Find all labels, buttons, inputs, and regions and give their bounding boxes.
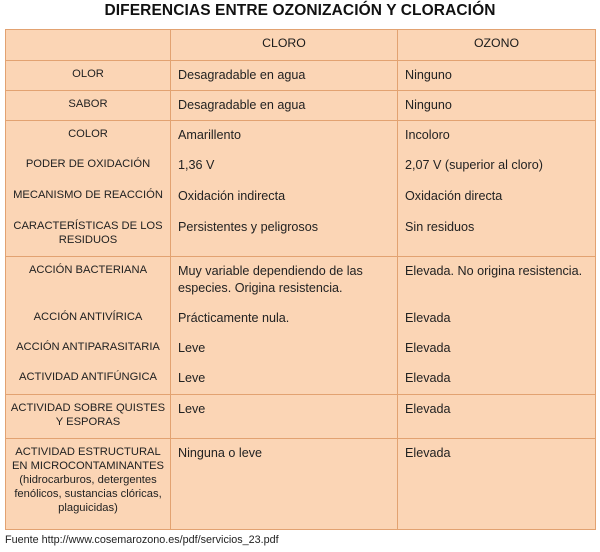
row-property: ACTIVIDAD ESTRUCTURAL EN MICROCONTAMINANTES (hidrocarburos, detergentes fenólicos, sustancias clóricas, plaguicidas)	[6, 439, 171, 530]
table-row	[6, 364, 596, 395]
table-row	[6, 334, 596, 364]
row-chlorine: Desagradable en agua	[171, 91, 398, 121]
table-row	[6, 304, 596, 334]
row-chlorine: 1,36 V	[171, 151, 398, 182]
row-ozone: Elevada	[398, 439, 596, 530]
row-chlorine: Oxidación indirecta	[171, 182, 398, 213]
row-property: ACTIVIDAD SOBRE QUISTES Y ESPORAS	[6, 395, 171, 439]
table-row	[6, 395, 596, 439]
page-title: DIFERENCIAS ENTRE OZONIZACIÓN Y CLORACIÓN	[104, 2, 496, 19]
row-property: ACCIÓN BACTERIANA	[6, 257, 171, 304]
table-row	[6, 151, 596, 182]
row-ozone: Elevada. No origina resistencia.	[398, 257, 596, 304]
row-property: MECANISMO DE REACCIÓN	[6, 182, 171, 213]
row-property: ACCIÓN ANTIPARASITARIA	[6, 334, 171, 364]
row-property: PODER DE OXIDACIÓN	[6, 151, 171, 182]
row-ozone: Elevada	[405, 340, 451, 355]
row-ozone: 2,07 V (superior al cloro)	[405, 157, 543, 172]
row-chlorine: Prácticamente nula.	[171, 304, 398, 334]
row-chlorine: Muy variable dependiendo de las especies. Origina resistencia.	[171, 257, 398, 304]
row-chlorine: Persistentes y peligrosos	[171, 213, 398, 257]
row-chlorine: Ninguna o leve	[171, 439, 398, 530]
row-ozone: Ninguno	[398, 61, 596, 91]
row-chlorine: Amarillento	[171, 121, 398, 151]
table-row	[6, 91, 596, 121]
row-property: COLOR	[6, 121, 171, 151]
table-row	[6, 182, 596, 213]
row-property: CARACTERÍSTICAS DE LOS RESIDUOS	[6, 213, 171, 257]
row-property: ACCIÓN ANTIVÍRICA	[6, 304, 171, 334]
row-ozone: Ninguno	[398, 91, 596, 121]
row-chlorine: Leve	[171, 395, 398, 439]
row-chlorine: Leve	[171, 364, 398, 395]
row-chlorine: Leve	[171, 334, 398, 364]
table-row	[6, 213, 596, 257]
row-property: SABOR	[6, 91, 171, 121]
source-citation: Fuente http://www.cosemarozono.es/pdf/servicios_23.pdf	[5, 534, 279, 546]
row-ozone: Oxidación directa	[405, 188, 503, 203]
table-header-row	[6, 30, 596, 61]
row-ozone: Elevada	[405, 310, 451, 325]
row-ozone: Elevada	[405, 370, 451, 385]
row-ozone: Incoloro	[398, 121, 596, 151]
table-row	[6, 121, 596, 151]
table-row	[6, 257, 596, 304]
comparison-table	[5, 29, 596, 530]
row-property: OLOR	[6, 61, 171, 91]
header-chlorine: CLORO	[171, 30, 398, 61]
header-ozone: OZONO	[473, 36, 520, 50]
header-blank-cell	[6, 30, 171, 61]
table-row	[6, 61, 596, 91]
row-ozone: Elevada	[398, 395, 596, 439]
row-property: ACTIVIDAD ANTIFÚNGICA	[6, 364, 171, 395]
row-chlorine: Desagradable en agua	[171, 61, 398, 91]
table-row	[6, 439, 596, 530]
row-ozone: Sin residuos	[405, 219, 475, 234]
